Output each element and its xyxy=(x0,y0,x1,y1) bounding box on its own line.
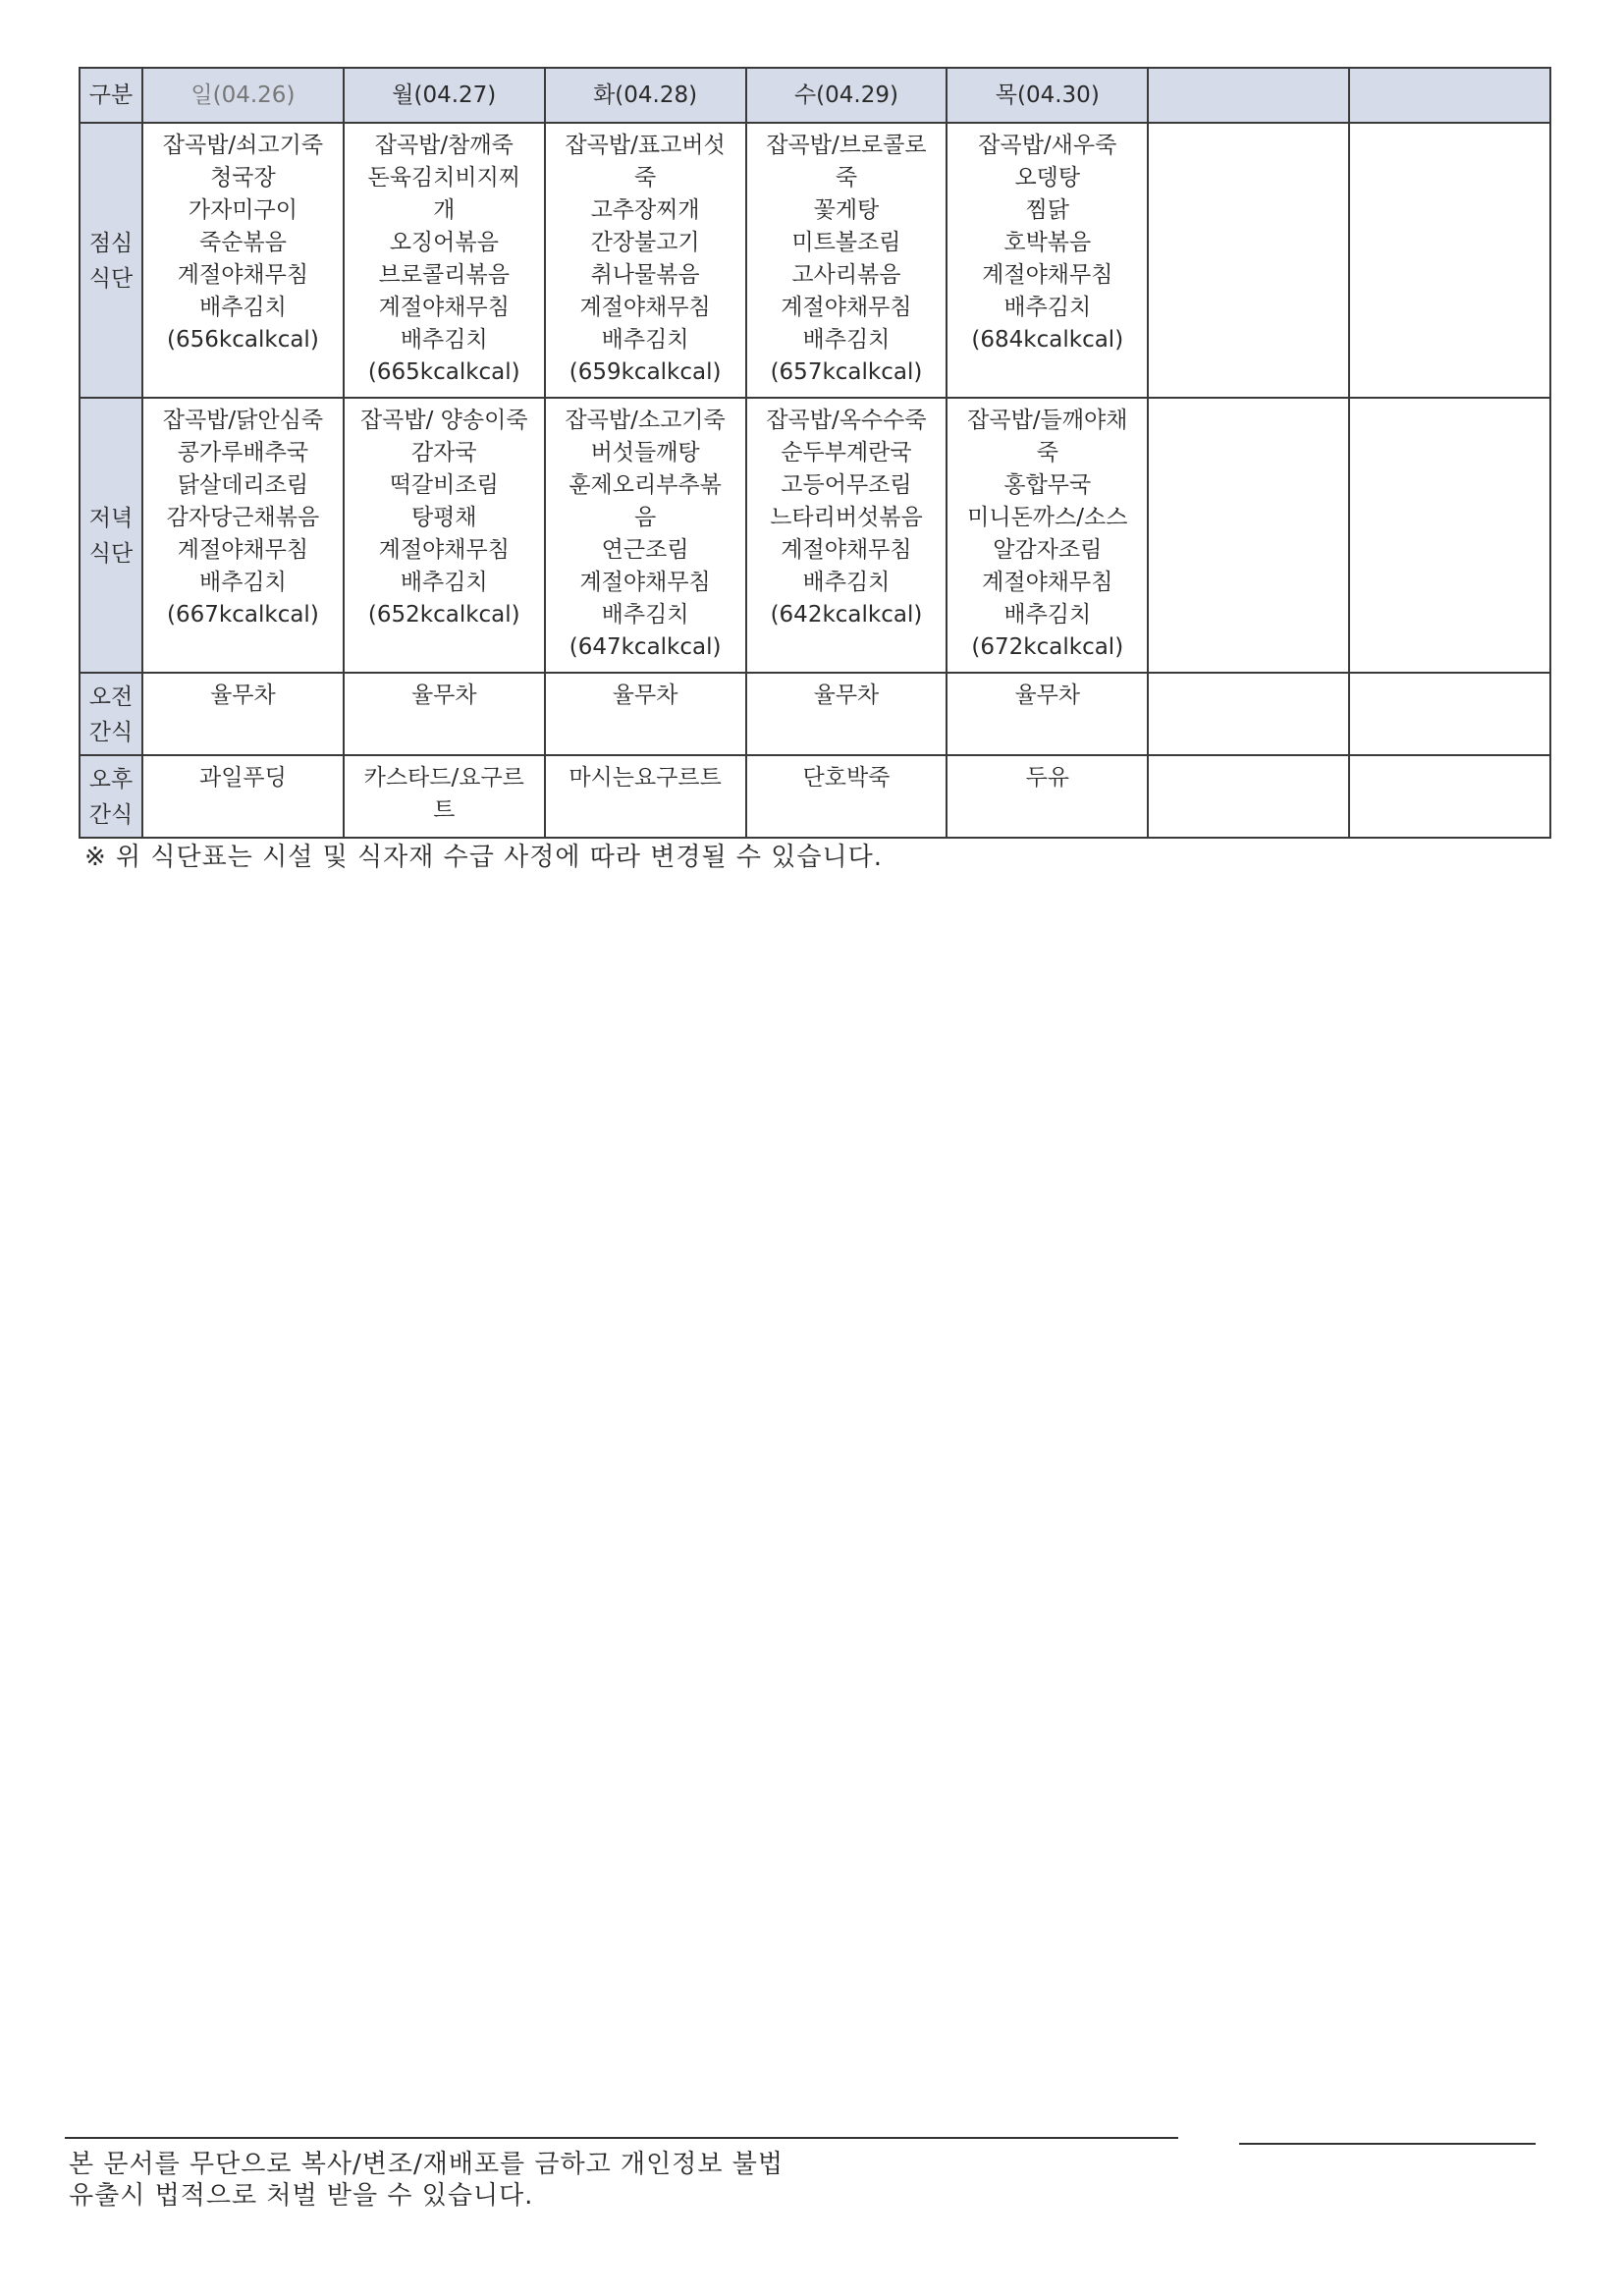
footer-divider xyxy=(1239,2143,1536,2145)
row-label-line: 간식 xyxy=(88,720,134,745)
day-header: 목(04.30) xyxy=(947,68,1148,123)
menu-item: 개 xyxy=(433,197,456,223)
row-label-line: 점심 xyxy=(88,231,134,256)
afternoon-snack-row xyxy=(80,755,1550,838)
menu-item: 돈육김치비지찌 xyxy=(367,165,521,191)
menu-item: 카스타드/요구르 xyxy=(363,765,524,791)
menu-item: 죽 xyxy=(835,165,858,191)
menu-item: 꽃게탕 xyxy=(813,197,880,223)
menu-item: 계절야채무침 xyxy=(177,262,309,288)
day-header: 화(04.28) xyxy=(545,68,746,123)
menu-item: 잡곡밥/새우죽 xyxy=(978,133,1117,158)
footer-divider xyxy=(65,2137,1178,2139)
menu-cell xyxy=(344,673,545,755)
menu-item: 훈제오리부추볶 xyxy=(568,472,722,498)
menu-item: 홍합무국 xyxy=(1003,472,1092,498)
menu-item: 율무차 xyxy=(813,683,880,708)
menu-item: 율무차 xyxy=(1014,683,1081,708)
row-label xyxy=(80,755,142,838)
menu-item: 고사리볶음 xyxy=(791,262,901,288)
menu-item: 계절야채무침 xyxy=(781,295,912,320)
menu-item: (659kcalkcal) xyxy=(568,359,722,385)
menu-item: (657kcalkcal) xyxy=(770,359,923,385)
menu-item: 잡곡밥/들깨야채 xyxy=(967,408,1128,433)
row-label-line: 식단 xyxy=(88,541,134,567)
menu-item: 브로콜리볶음 xyxy=(378,262,510,288)
corner-header: 구분 xyxy=(80,68,142,123)
menu-cell xyxy=(344,398,545,673)
menu-cell xyxy=(545,123,746,398)
menu-item: 가자미구이 xyxy=(188,197,298,223)
menu-item: 잡곡밥/옥수수죽 xyxy=(766,408,927,433)
menu-item: 과일푸딩 xyxy=(198,765,287,791)
menu-item: 죽 xyxy=(1036,440,1058,465)
row-label-line: 저녁 xyxy=(88,506,134,531)
menu-cell xyxy=(1349,673,1550,755)
menu-cell xyxy=(1148,755,1349,838)
menu-item: (684kcalkcal) xyxy=(971,327,1124,353)
menu-item: 떡갈비조림 xyxy=(389,472,499,498)
menu-item: 잡곡밥/ 양송이죽 xyxy=(359,408,528,433)
row-label-line: 오후 xyxy=(88,767,134,793)
day-header xyxy=(1349,68,1550,123)
menu-cell xyxy=(947,755,1148,838)
menu-item: 배추김치 xyxy=(198,570,287,595)
menu-item: 배추김치 xyxy=(400,327,488,353)
menu-item: 호박볶음 xyxy=(1003,230,1092,255)
menu-cell xyxy=(1349,755,1550,838)
menu-item: 감자국 xyxy=(410,440,477,465)
menu-item: 계절야채무침 xyxy=(982,262,1113,288)
menu-item: 배추김치 xyxy=(601,327,689,353)
menu-item: 오뎅탕 xyxy=(1014,165,1081,191)
menu-item: 배추김치 xyxy=(1003,602,1092,628)
morning-snack-row xyxy=(80,673,1550,755)
day-header: 월(04.27) xyxy=(344,68,545,123)
row-label-line: 간식 xyxy=(88,802,134,828)
menu-cell xyxy=(947,673,1148,755)
menu-item: 계절야채무침 xyxy=(579,570,711,595)
menu-cell xyxy=(1349,398,1550,673)
menu-item: (665kcalkcal) xyxy=(367,359,520,385)
menu-item: 트 xyxy=(433,797,456,823)
menu-item: 두유 xyxy=(1025,765,1070,791)
copyright-line: 본 문서를 무단으로 복사/변조/재배포를 금하고 개인정보 불법 xyxy=(69,2150,785,2179)
menu-item: (652kcalkcal) xyxy=(367,602,520,628)
menu-item: 계절야채무침 xyxy=(177,537,309,563)
menu-item: 오징어볶음 xyxy=(389,230,499,255)
change-notice: ※ 위 식단표는 시설 및 식자재 수급 사정에 따라 변경될 수 있습니다. xyxy=(84,843,883,872)
menu-item: 배추김치 xyxy=(601,602,689,628)
menu-cell xyxy=(142,673,344,755)
row-label-line: 오전 xyxy=(88,684,134,710)
menu-item: (667kcalkcal) xyxy=(167,602,319,628)
menu-cell xyxy=(545,755,746,838)
menu-item: 마시는요구르트 xyxy=(568,765,722,791)
menu-item: 잡곡밥/소고기죽 xyxy=(565,408,726,433)
menu-item: 취나물볶음 xyxy=(590,262,700,288)
menu-item: (672kcalkcal) xyxy=(971,634,1124,660)
menu-cell xyxy=(746,755,947,838)
menu-item: 계절야채무침 xyxy=(781,537,912,563)
menu-item: 잡곡밥/닭안심죽 xyxy=(162,408,324,433)
menu-item: 미트볼조림 xyxy=(791,230,901,255)
header-row xyxy=(80,68,1550,123)
menu-cell xyxy=(142,123,344,398)
meal-menu-table xyxy=(79,67,1551,839)
menu-cell xyxy=(746,123,947,398)
menu-item: 계절야채무침 xyxy=(378,295,510,320)
menu-item: 닭살데리조림 xyxy=(177,472,309,498)
menu-item: 탕평채 xyxy=(410,505,477,530)
row-label xyxy=(80,673,142,755)
menu-item: 죽 xyxy=(634,165,657,191)
menu-item: 배추김치 xyxy=(802,570,891,595)
menu-cell xyxy=(746,398,947,673)
menu-cell xyxy=(344,123,545,398)
menu-cell xyxy=(1148,673,1349,755)
menu-item: 배추김치 xyxy=(400,570,488,595)
menu-item: 잡곡밥/쇠고기죽 xyxy=(162,133,324,158)
row-label-line: 식단 xyxy=(88,266,134,292)
menu-cell xyxy=(746,673,947,755)
menu-item: 계절야채무침 xyxy=(579,295,711,320)
menu-item: 단호박죽 xyxy=(802,765,891,791)
day-header: 수(04.29) xyxy=(746,68,947,123)
menu-item: (642kcalkcal) xyxy=(770,602,923,628)
menu-cell xyxy=(545,398,746,673)
menu-item: 율무차 xyxy=(612,683,678,708)
menu-item: 계절야채무침 xyxy=(982,570,1113,595)
menu-item: 콩가루배추국 xyxy=(177,440,309,465)
menu-item: 잡곡밥/참깨죽 xyxy=(374,133,514,158)
menu-item: 죽순볶음 xyxy=(198,230,287,255)
menu-item: 잡곡밥/표고버섯 xyxy=(565,133,726,158)
menu-item: 배추김치 xyxy=(802,327,891,353)
menu-cell xyxy=(1349,123,1550,398)
menu-item: 찜닭 xyxy=(1025,197,1070,223)
menu-cell xyxy=(142,755,344,838)
menu-item: 알감자조림 xyxy=(993,537,1103,563)
menu-item: (656kcalkcal) xyxy=(167,327,319,353)
menu-cell xyxy=(1148,123,1349,398)
menu-cell xyxy=(947,123,1148,398)
menu-item: 계절야채무침 xyxy=(378,537,510,563)
menu-item: 율무차 xyxy=(410,683,477,708)
menu-item: 잡곡밥/브로콜로 xyxy=(766,133,927,158)
row-label xyxy=(80,398,142,673)
dinner-row xyxy=(80,398,1550,673)
menu-item: 음 xyxy=(634,505,657,530)
menu-item: 감자당근채볶음 xyxy=(166,505,320,530)
menu-item: 고추장찌개 xyxy=(590,197,700,223)
copyright-line: 유출시 법적으로 처벌 받을 수 있습니다. xyxy=(69,2181,534,2211)
copyright-notice xyxy=(69,2149,784,2212)
lunch-row xyxy=(80,123,1550,398)
menu-item: 청국장 xyxy=(210,165,276,191)
menu-cell xyxy=(344,755,545,838)
menu-item: 배추김치 xyxy=(1003,295,1092,320)
menu-item: 느타리버섯볶음 xyxy=(770,505,923,530)
menu-item: 간장불고기 xyxy=(590,230,700,255)
menu-item: 버섯들깨탕 xyxy=(590,440,700,465)
row-label xyxy=(80,123,142,398)
day-header: 일(04.26) xyxy=(142,68,344,123)
menu-item: 고등어무조림 xyxy=(781,472,912,498)
menu-item: 미니돈까스/소스 xyxy=(967,505,1128,530)
menu-item: 배추김치 xyxy=(198,295,287,320)
menu-cell xyxy=(545,673,746,755)
menu-item: (647kcalkcal) xyxy=(568,634,722,660)
menu-cell xyxy=(1148,398,1349,673)
day-header xyxy=(1148,68,1349,123)
menu-cell xyxy=(947,398,1148,673)
menu-cell xyxy=(142,398,344,673)
menu-item: 연근조림 xyxy=(601,537,689,563)
menu-item: 율무차 xyxy=(210,683,276,708)
menu-item: 순두부계란국 xyxy=(781,440,912,465)
